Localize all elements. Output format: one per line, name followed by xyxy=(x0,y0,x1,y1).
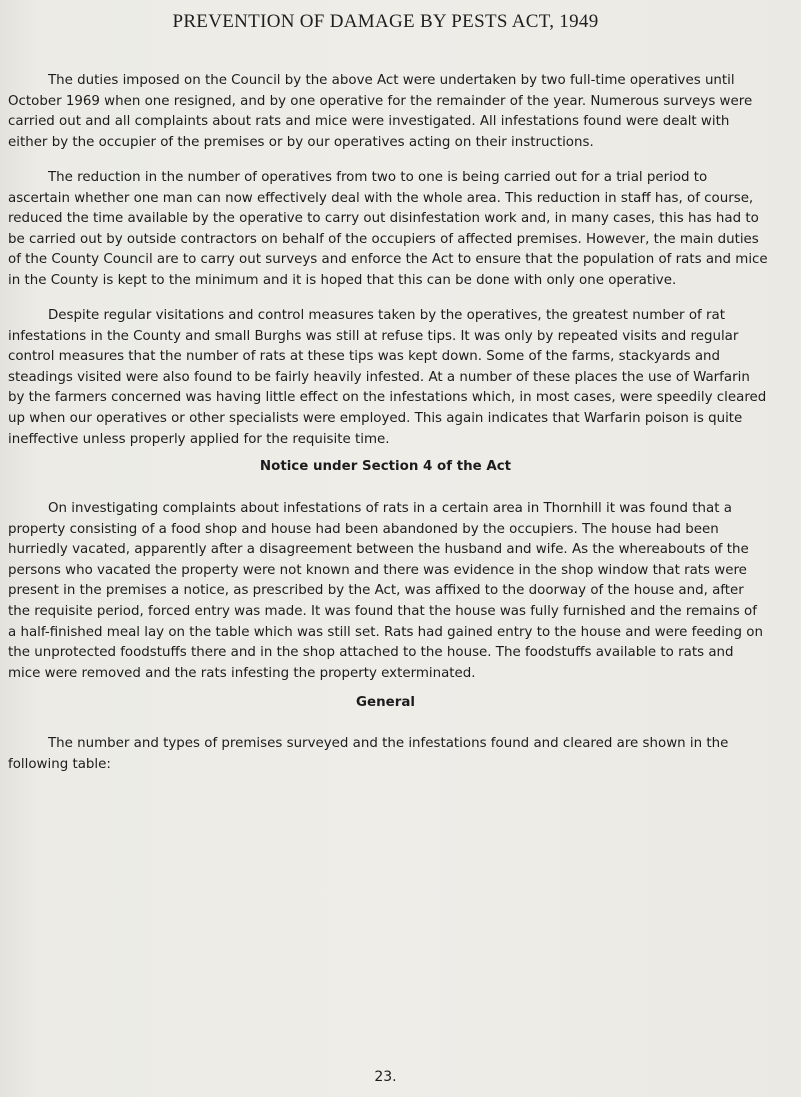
page-title: PREVENTION OF DAMAGE BY PESTS ACT, 1949 xyxy=(172,11,599,32)
section-heading-general: General xyxy=(356,695,415,710)
paragraph-operatives-duties: The duties imposed on the Council by the above Act were undertaken by two full-time operatives until October 1969 when one resigned, and by one operative for the remainder of the year. Numerous surveys were carried out and all complaints about rats and mice were investigated. All infestations found were dealt with either by the occupier of the premises or by our operatives acting on their instructions. xyxy=(8,73,753,150)
paragraph-general-table-intro: The number and types of premises surveyed and the infestations found and cleared are shown in the following table: xyxy=(8,736,729,772)
paragraph-thornhill-notice: On investigating complaints about infestations of rats in a certain area in Thornhill it was found that a property consisting of a food shop and house had been abandoned by the occupiers. The house had been hurriedly vacated, apparently after a disagreement between the husband and wife. As the whereabouts of the persons who vacated the property were not known and there was evidence in the shop window that rats were present in the premises a notice, as prescribed by the Act, was affixed to the doorway of the house and, after the requisite period, forced entry was made. It was found that the house was fully furnished and the remains of a half-finished meal lay on the table which was still set. Rats had gained entry to the house and were feeding on the unprotected foodstuffs there and in the shop attached to the house. The foodstuffs available to rats and mice were removed and the rats infesting the property exterminated. xyxy=(8,501,763,681)
paragraph-staff-reduction: The reduction in the number of operatives from two to one is being carried out for a trial period to ascertain whether one man can now effectively deal with the whole area. This reduction in staff has, of course, reduced the time available by the operative to carry out disinfestation work and, in many cases, this has had to be carried out by outside contractors on behalf of the occupiers of affected premises. However, the main duties of the County Council are to carry out surveys and enforce the Act to ensure that the population of rats and mice in the County is kept to the minimum and it is hoped that this can be done with only one operative. xyxy=(8,170,768,288)
section-heading-notice: Notice under Section 4 of the Act xyxy=(259,459,512,474)
page-number: 23. xyxy=(374,1069,397,1085)
paragraph-infestations: Despite regular visitations and control measures taken by the operatives, the greatest number of rat infestations in the County and small Burghs was still at refuse tips. It was only by repeated visits and regular control measures that the number of rats at these tips was kept down. Some of the farms, stackyards and steadings visited were also found to be fairly heavily infested. At a number of these places the use of Warfarin by the farmers concerned was having little effect on the infestations which, in most cases, were speedily cleared up when our operatives or other specialists were employed. This again indicates that Warfarin poison is quite ineffective unless properly applied for the requisite time. xyxy=(8,308,767,447)
